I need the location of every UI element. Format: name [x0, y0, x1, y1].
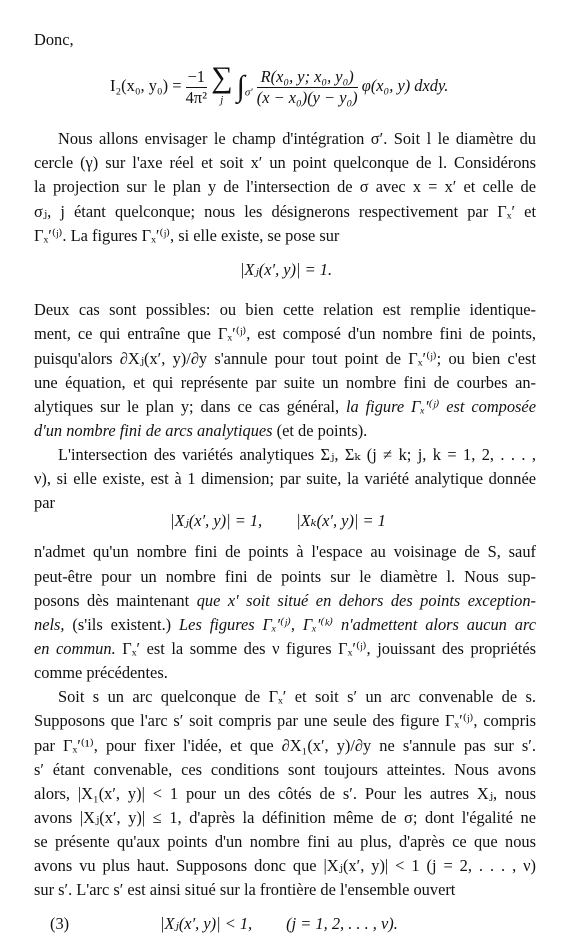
text-line: ment, ce qui entraîne que Γₓ′⁽ʲ⁾, est composé d'un nombre fini de points,: [34, 324, 536, 343]
text-line: puisqu'alors ∂Xⱼ(x′, y)/∂y s'annule pour tout point de Γₓ′⁽ʲ⁾; ou bien c'est: [34, 349, 536, 368]
fraction: [257, 67, 358, 108]
emphasis: d'un nombre fini de arcs analytiques: [34, 421, 273, 440]
eq-lhs: I₂(x₀, y₀) =: [110, 76, 182, 95]
sum-symbol: ∑ j: [211, 61, 233, 107]
text-span: posons dès maintenant: [34, 591, 190, 610]
eq-part: |Xⱼ(x′, y)| = 1,: [170, 511, 263, 530]
equation-xj: |Xⱼ(x′, y)| = 1.: [239, 260, 333, 279]
text-line: se présente qu'aux points d'un nombre fini au plus, d'après ce que nous: [34, 832, 536, 851]
text-line: la projection sur le plan y de l'intersection de σ avec x = x′ et celle de: [34, 177, 536, 196]
emphasis: nels,: [34, 615, 65, 634]
fraction: [186, 67, 207, 108]
integral-domain: σ′: [244, 86, 253, 99]
text-line: [34, 395, 536, 419]
text-line: σⱼ, j étant quelconque; nous les désignerons respectivement par Γₓ′ et: [34, 202, 536, 221]
eq-part: |Xₖ(x′, y)| = 1: [296, 511, 386, 530]
text-line: [34, 419, 536, 443]
emphasis: en commun.: [34, 639, 116, 658]
text-span: alytiques sur le plan y; dans ce cas général,: [34, 397, 340, 416]
text-line: cercle (γ) sur l'axe réel et soit x′ un point quelconque de l. Considérons: [34, 153, 536, 172]
text-line: [34, 589, 536, 613]
text-line: par Γₓ′⁽¹⁾, pour fixer l'idée, et que ∂X₁(x′, y)/∂y ne s'annule pas sur s′.: [34, 736, 536, 755]
equation-number: (3): [50, 914, 70, 933]
text-line: s′ étant convenable, ces conditions sont toujours atteintes. Nous avons: [34, 760, 536, 779]
eq-tail: φ(x₀, y) dxdy.: [361, 76, 449, 95]
text-line: Deux cas sont possibles: ou bien cette relation est remplie identique-: [34, 300, 536, 319]
text-span: (s'ils existent.): [72, 615, 172, 634]
eq-part: |Xⱼ(x′, y)| < 1,: [160, 914, 253, 933]
text-line: comme précédentes.: [34, 663, 168, 682]
numerator: R(x₀, y; x₀, y₀): [257, 67, 358, 88]
text-line: [34, 637, 536, 661]
text-line: Donc,: [34, 30, 74, 49]
text-span: (et de points).: [276, 421, 368, 440]
text-line: ν), si elle existe, est à 1 dimension; par suite, la variété analytique donnée: [34, 469, 536, 488]
text-line: [34, 613, 536, 637]
text-line: avons |Xⱼ(x′, y)| ≤ 1, d'après la définition même de σ; dont l'égalité ne: [34, 808, 536, 827]
integral-symbol: ∫: [236, 70, 245, 104]
text-line: L'intersection des variétés analytiques Σⱼ, Σₖ (j ≠ k; j, k = 1, 2, . . . ,: [58, 445, 536, 464]
emphasis: que x′ soit situé en dehors des points exception-: [196, 591, 536, 610]
denominator: (x − x₀)(y − y₀): [256, 87, 358, 107]
text-span: Γₓ′ est la somme des ν figures Γₓ′⁽ʲ⁾, jouissant des propriétés: [122, 639, 536, 658]
equation-i2: [110, 58, 448, 114]
text-line: une équation, et qui représente par suite un nombre fini de courbes an-: [34, 373, 536, 392]
text-line: par: [34, 493, 55, 512]
text-line: Supposons que l'arc s′ soit compris par une seule des figure Γₓ′⁽ʲ⁾, compris: [34, 711, 536, 730]
text-line: Soit s un arc quelconque de Γₓ′ et soit s′ un arc convenable de s.: [58, 687, 536, 706]
denominator: 4π²: [185, 87, 207, 107]
eq-part: (j = 1, 2, . . . , ν).: [286, 914, 398, 933]
emphasis: Les figures Γₓ′⁽ʲ⁾, Γₓ′⁽ᵏ⁾ n'admettent alors aucun arc: [179, 615, 536, 634]
equation-open-set: [160, 912, 398, 936]
emphasis: la figure Γₓ′⁽ʲ⁾ est composée: [345, 397, 536, 416]
text-line: peut-être pour un nombre fini de points sur le diamètre l. Nous sup-: [34, 567, 536, 586]
numerator: −1: [187, 66, 206, 86]
text-line: sur s′. L'arc s′ est ainsi situé sur la frontière de l'ensemble ouvert: [34, 880, 456, 899]
text-line: Nous allons envisager le champ d'intégration σ′. Soit l le diamètre du: [58, 129, 536, 148]
text-line: n'admet qu'un nombre fini de points à l'espace au voisinage de S, sauf: [34, 542, 536, 561]
equation-system: [170, 509, 386, 533]
text-line: alors, |X₁(x′, y)| < 1 pour un des côtés de s′. Pour les autres Xⱼ, nous: [34, 784, 536, 803]
text-line: Γₓ′⁽ʲ⁾. La figures Γₓ′⁽ʲ⁾, si elle existe, se pose sur: [34, 226, 340, 245]
text-line: avons vu plus haut. Supposons donc que |Xⱼ(x′, y)| < 1 (j = 2, . . . , ν): [34, 856, 536, 875]
